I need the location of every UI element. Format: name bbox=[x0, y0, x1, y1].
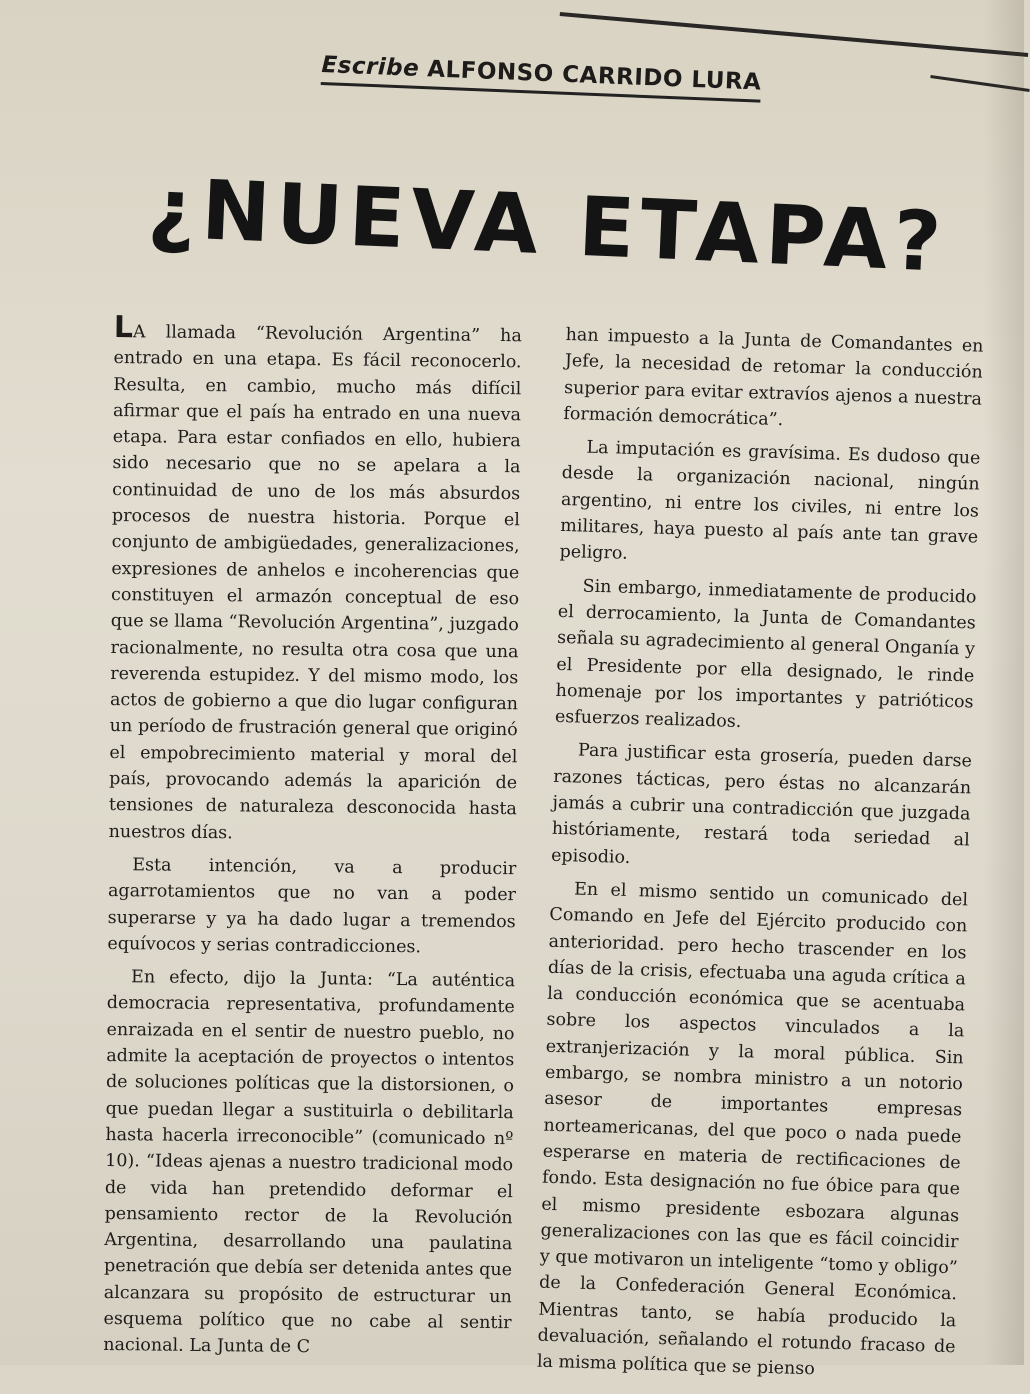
paragraph: La imputación es gravísima. Es dudoso que desde la organización nacional, ningún argentino, ni entre los civiles, ni entre los militares, haya puesto al país ante tan grave peligro. bbox=[559, 437, 981, 565]
byline bbox=[321, 52, 762, 103]
page-edge-shadow bbox=[984, 0, 1024, 1365]
right-column bbox=[536, 322, 983, 1394]
top-rule bbox=[560, 12, 1029, 57]
byline-prefix: Escribe bbox=[320, 52, 420, 82]
paragraph: En efecto, dijo la Junta: “La auténtica democracia representativa, profundamente enraizada en el sentir de nuestro pueblo, no admite la aceptación de proyectos o intentos de soluciones políticas que la distorsionen, o que puedan llegar a sustituirla o debilitarla hasta hacerla irreconocible” (comunicado nº 10). “Ideas ajenas a nuestro tradicional modo de vida han pretendido deformar el pensamiento rector de la Revolución Argentina, desarrollando una paulatina penetración que debía ser detenida antes que alcanzara su propósito de estructurar un esquema político que no cabe al sentir nacional. La Junta de C bbox=[103, 967, 516, 1358]
paragraph bbox=[108, 310, 522, 849]
paragraph-text: A llamada “Revolución Argentina” ha entrado en una etapa. Es fácil reconocerlo. Resulta, en cambio, mucho más difícil afirmar que el país ha entrado en una nueva etapa. Para estar confiados en ello, hubiera sido necesario que no se apelara a la continuidad de uno de los más absurdos procesos de nuestra historia. Porque el conjunto de ambigüedades, generalizaciones, expresiones de anhelos e incoherencias que constituyen el armazón conceptual de eso que se llama “Revolución Argentina”, juzgado racionalmente, no resulta otra cosa que una reverenda estupidez. Y del mismo modo, los actos de gobierno a que dio lugar configuran un período de frustración general que originó el empobrecimiento material y moral del país, provocando además la aparición de tensiones de naturaleza desconocida hasta nuestros días. bbox=[108, 322, 522, 843]
paragraph: Sin embargo, inmediatamente de producido el derrocamiento, la Junta de Comandantes señala su agradecimiento al general Onganía y el Presidente por ella designado, le rinde homenaje por los importantes y patrióticos esfuerzos realizados. bbox=[554, 576, 977, 733]
paragraph: En el mismo sentido un comunicado del Comando en Jefe del Ejército producido con anterioridad. pero hecho trascender en los días de la crisis, efectuaba una aguda crítica a la conducción económica que se acentuaba sobre los aspectos vinculados a la extranjerización y la moral pública. Sin embargo, se nombra ministro a un notorio asesor de importantes empresas norteamericanas, del que poco o nada puede esperarse en materia de rectificaciones de fondo. Esta designación no fue óbice para que el mismo presidente esbozara algunas generalizaciones con las que es fácil coincidir y que motivaron un inteligente “tomo y obligo” de la Confederación General Económica. Mientras tanto, se había producido la devaluación, señalando el rotundo fracaso de la misma política que se pienso bbox=[536, 879, 969, 1380]
paragraph: Esta intención, va a producir agarrotamientos que no van a poder superarse y ya ha dado lugar a tremendos equívocos y serias contradicciones. bbox=[107, 855, 517, 958]
left-column bbox=[103, 310, 522, 1370]
paragraph: Para justificar esta grosería, pueden darse razones tácticas, pero éstas no alcanzarán jamás a cubrir una contradicción que juzgada históriamente, restará toda seriedad al episodio. bbox=[550, 740, 973, 868]
author-name: ALFONSO CARRIDO LURA bbox=[426, 56, 762, 96]
paragraph: han impuesto a la Junta de Comandantes en Jefe, la necesidad de retomar la conducción superior para evitar extravíos ajenos a nuestra formación democrática”. bbox=[563, 324, 984, 430]
drop-cap: L bbox=[113, 310, 134, 346]
headline: ¿NUEVA ETAPA? bbox=[146, 161, 949, 291]
